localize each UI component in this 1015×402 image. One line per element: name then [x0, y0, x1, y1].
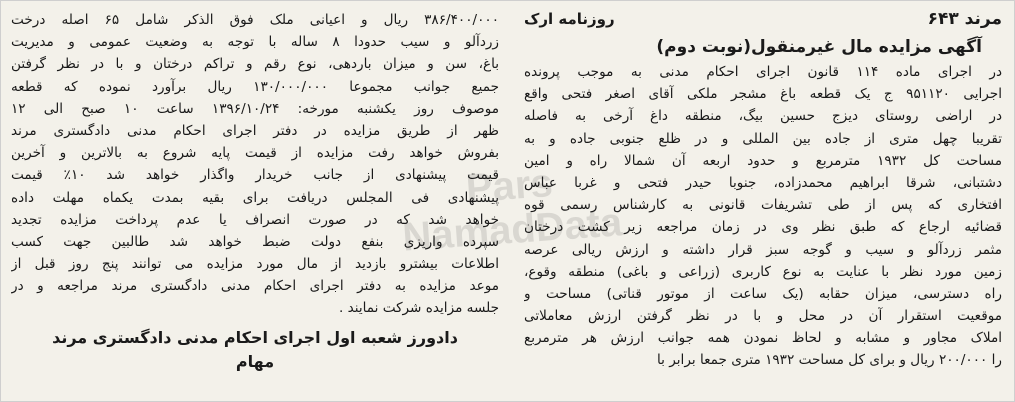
text-line: پیشنهادی فی المجلس دریافت برای بقیه بمدت یکماه مهلت داده [11, 189, 499, 206]
svg-text:Pars: Pars [464, 161, 555, 212]
text-line: جمیع جوانب مجموعا ۱۳۰/۰۰۰/۰۰۰ ریال برآورد نموده که قطعه [11, 78, 499, 95]
notice-code: مرند ۶۴۳ [927, 9, 1002, 29]
left-column-body [11, 9, 499, 320]
text-line: ۳۸۶/۴۰۰/۰۰۰ ریال و اعیانی ملک فوق الذکر شامل ۶۵ اصله درخت [11, 12, 499, 28]
signature-line-2: مهام [235, 351, 275, 371]
text-line: اجرایی ۹۵۱۱۲۰ ج یک قطعه باغ مشجر ملکی آقای اصغر فتحی واقع [524, 86, 1002, 103]
text-line: تقریبا چهل متری از جاده بین المللی و در ظلع جنوبی جاده و به [524, 130, 1002, 147]
notice-title: آگهی مزایده مال غیرمنقول(نوبت دوم) [656, 37, 982, 57]
text-line: راه دسترسی، میزان حقابه (یک ساعت از موتور قناتی) مساحت و [524, 285, 1002, 302]
text-line: زردآلو و سیب حدودا ۸ ساله با توجه به وضعیت عمومی و مدیریت [11, 34, 499, 51]
text-line: املاک مجاور و مشابه و لحاظ نمودن همه جوانب ارزش هر مترمربع [524, 330, 1002, 347]
text-line: ظهر از طریق مزایده در دفتر اجرای احکام مدنی دادگستری مرند [11, 122, 499, 139]
text-line: موعد مزایده به دفتر اجرای احکام مدنی دادگستری مرند مراجعه و در [11, 278, 499, 295]
text-line: جلسه مزایده شرکت نمایند . [338, 300, 499, 317]
text-line: موصوف روز یکشنبه مورخه: ۱۳۹۶/۱۰/۲۴ ساعت ۱۰ صبح الی ۱۲ [11, 100, 499, 117]
right-column-body [524, 61, 1002, 372]
text-line: مثمر زردآلو و سیب و گوجه سبز قرار داشته و ارزش ریالی عرصه [524, 241, 1002, 258]
signature-line-1: دادورز شعبه اول اجرای احکام مدنی دادگستری مرند [52, 327, 458, 347]
svg-text:NamadData: NamadData [401, 200, 624, 260]
text-line: در اراضی روستای دیزج حسین بیگ، منطقه داغ آرخی به فاصله [524, 108, 1002, 125]
text-line: سپرده واریزی بنفع دولت ضبط خواهد شد طالبین جهت کسب [11, 233, 499, 250]
header [524, 9, 1002, 35]
text-line: زمین مورد نظر با عنایت به نوع کاربری (زراعی و باغی) منطقه وقوع، [524, 263, 1002, 280]
text-line: را ۲۰۰/۰۰۰ ریال و برای کل مساحت ۱۹۳۲ متری جمعا برابر با [657, 352, 1002, 369]
text-line: باغ، سن و میزان باردهی، نوع رقم و تراکم درختان و با در نظر گرفتن [11, 56, 499, 73]
text-line: افتخاری که پس از طی تشریفات قانونی به کارشناس رسمی قوه [524, 197, 1002, 214]
newspaper-name: روزنامه ارک [524, 10, 615, 28]
text-line: در اجرای ماده ۱۱۴ قانون اجرای احکام مدنی به موجب پرونده [524, 64, 1002, 80]
text-line: اطلاعات بیشترو بازدید از مال مورد مزایده می توانند پنج روز قبل از [11, 256, 499, 273]
text-line: خواهد شد که در صورت انصراف یا عدم پرداخت مزایده تجدید [11, 211, 499, 228]
text-line: قضائیه ارجاع که طبق نظر وی در زمان مراجعه زیر کشت درختان [524, 219, 1002, 236]
text-line: مساحت کل ۱۹۳۲ مترمربع و حدود اربعه آن شمالا راه و امین [524, 152, 1002, 169]
right-column [524, 9, 1002, 372]
signature-block [11, 326, 499, 374]
text-line: دشتبانی، شرقا ابراهیم محمدزاده، جنوبا حیدر فتحی و غربا عباس [524, 174, 1002, 191]
left-column [11, 9, 499, 374]
text-line: بفروش خواهد رفت مزایده از قیمت پایه شروع به بالاترین و آخرین [11, 145, 499, 162]
text-line: موقعیت استقرار آن در محل و با در نظر گرفتن ارزش معاملاتی [524, 308, 1002, 325]
text-line: قیمت پیشنهادی از جانب خریدار واگذار خواهد شد ۱۰٪ قیمت [11, 167, 499, 184]
